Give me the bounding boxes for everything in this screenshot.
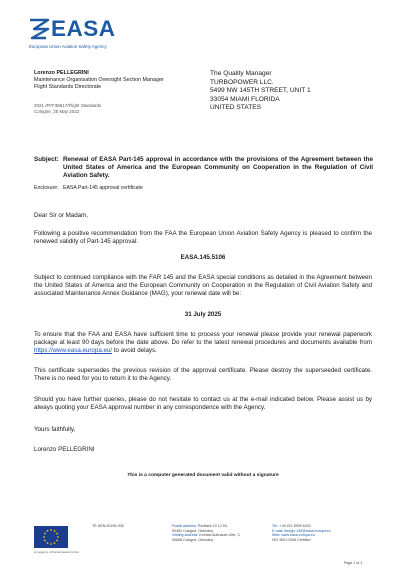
eu-star [57,536,59,538]
doc-code: TE.GEN.00155-006 [92,524,124,528]
enclosure-label: Enclosure: [34,185,59,191]
eu-star [47,542,49,544]
visiting-line: 50668 Cologne, Germany [172,537,214,542]
eu-star [56,533,58,535]
closing: Yours faithfully, [34,426,76,433]
procedure-text: To ensure that the FAA and EASA have sufficient time to process your renewal please provide your renewal paperwork package at least 90 days before the date above. Do refer to the latest renewal procedures and documents available from [34,331,372,347]
eu-star [50,543,52,545]
recipient-line: 33054 MIAMI FLORIDA [210,95,280,103]
eu-star [54,542,56,544]
approval-number: EASA.145.5106 [180,254,226,261]
contact-details [272,524,331,542]
eu-star [43,536,45,538]
tel-label: Tel.: [272,524,279,528]
paragraph-supersedes: This certificate supersedes the previous revision of the approval certificate. Please destroy the superseeded certificate. There is no need for you to return it to the Agency. [34,367,372,383]
postal-line: Postfach 10 12 53, [197,524,228,528]
procedure-text-end: to avoid delays. [113,347,157,355]
reference-number: 2021 /FFF38617/Flight Standards [34,103,102,108]
recipient-line: The Quality Manager [210,70,272,77]
eu-star [47,530,49,532]
sender-name: Lorenzo PELLEGRINI [34,70,89,76]
sender-directorate: Flight Standards Directorate [34,84,102,90]
visiting-label: Visiting address: [172,533,199,538]
eu-star [56,540,58,542]
iso-certification: ISO 9001:2008 Certified [272,537,311,542]
paragraph-recommendation: Following a positive recommendation from the FAA the European Union Aviation Safety Agency is pleased to confirm the renewed validity of Part-145 approval: [34,230,372,246]
eu-flag [34,526,68,548]
renewal-date: 31 July 2025 [184,311,222,318]
tel-value: +49 221 8999 6200 [279,524,311,528]
eu-star [54,530,56,532]
subject-text: Renewal of EASA Part-145 approval in accordance with the provisions of the Agreement between the United States of America and the European Community on Cooperation in the Regulation of Civil Aviation Safety. [63,156,373,180]
logo-subtitle: European Union Aviation Safety Agency [29,44,107,49]
web-label: Web: [272,533,281,538]
web-link[interactable]: www.easa.europa.eu [281,533,315,538]
postal-address [172,524,239,542]
paragraph-renewal-procedure [34,331,372,355]
generated-note: This is a computer generated document valid without a signature [127,473,279,478]
signature-name: Lorenzo PELLEGRINI [34,446,95,453]
sender-title: Maintenance Organisation Oversight Section Manager [34,77,164,83]
email-link[interactable]: foreign.145@easa.europa.eu [284,528,331,533]
subject-label: Subject: [34,156,59,163]
email-label: E-mail: [272,528,284,533]
logo-text: EASA [51,16,116,41]
salutation: Dear Sir or Madam, [34,212,88,219]
recipient-line: 5499 NW 145TH STREET, UNIT 1 [210,87,311,95]
place-date: Cologne, 25 May 2022 [34,109,80,114]
paragraph-queries: Should you have further queries, please do not hesitate to contact us at the e-mail indicated below. Please assist us by always quoting your EASA approval number in any correspondence with the Agency. [34,396,372,412]
postal-line: 50452 Cologne, Germany [172,528,214,533]
page-number: Page 1 of 1 [344,561,363,565]
easa-website-link[interactable]: https://www.easa.europa.eu/ [34,347,113,355]
enclosure-text: EASA Part-145 approval certificate [63,185,143,191]
eu-flag-icon [34,526,68,548]
wing-icon [28,17,50,41]
recipient-line: UNITED STATES [210,104,262,112]
paragraph-conditions: Subject to continued compliance with the FAR 145 and the EASA special conditions as detailed in the Agreement between the United States of America and the European Community on Cooperation in the Regulation of Civil Aviation Safety and associated Maintenance Annex Guidance (MAG), your renewal date will be: [34,274,372,298]
eu-star [50,529,52,531]
recipient-line: TURBOPOWER LLC. [210,78,274,86]
visiting-line: Konrad-Adenauer-Ufer, 3 [199,533,240,538]
eu-star [44,533,46,535]
eu-star [44,540,46,542]
recipient-address [210,70,311,113]
easa-logo [28,16,138,56]
postal-label: Postal address: [172,524,197,528]
eu-caption: An agency of the European Union [34,550,80,554]
